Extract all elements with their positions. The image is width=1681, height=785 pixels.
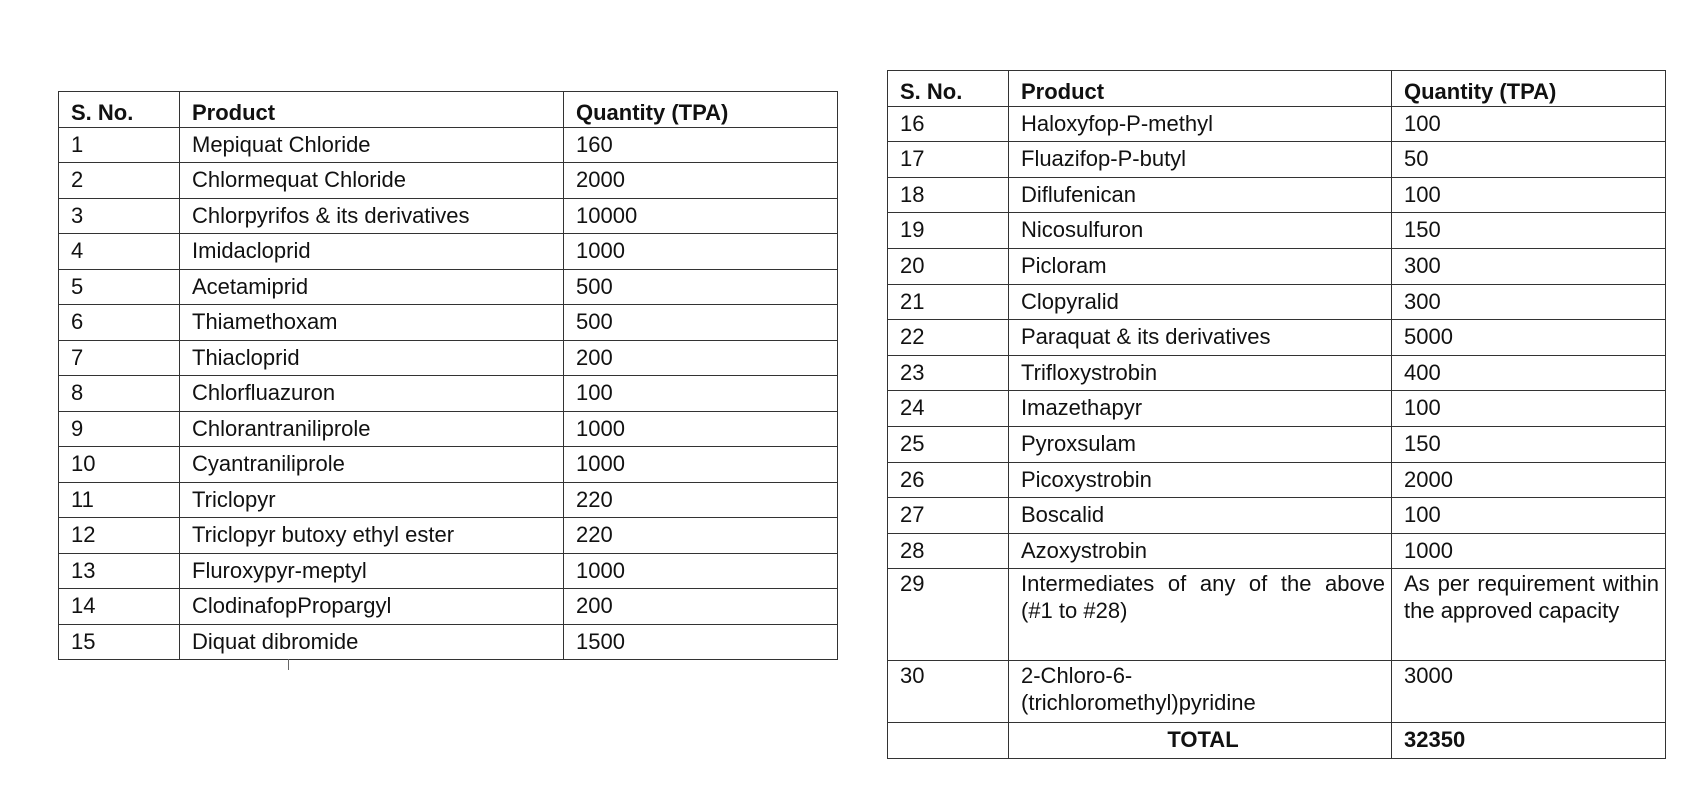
cell-sno: 5 — [59, 269, 180, 305]
cell-product: Acetamiprid — [180, 269, 564, 305]
cell-quantity: 2000 — [1392, 462, 1666, 498]
cell-product: Trifloxystrobin — [1009, 355, 1392, 391]
cell-sno: 9 — [59, 411, 180, 447]
table-body — [59, 127, 838, 660]
cell-sno: 6 — [59, 305, 180, 341]
cell-sno: 28 — [888, 533, 1009, 569]
cell-quantity: 150 — [1392, 426, 1666, 462]
cell-sno: 17 — [888, 142, 1009, 178]
table-body — [888, 106, 1666, 569]
cell-product: Boscalid — [1009, 498, 1392, 534]
cell-product: Imazethapyr — [1009, 391, 1392, 427]
cell-product: Thiamethoxam — [180, 305, 564, 341]
table-row — [888, 462, 1666, 498]
cell-quantity: 220 — [564, 482, 838, 518]
cell-product: Chlorpyrifos & its derivatives — [180, 198, 564, 234]
cell-sno: 18 — [888, 177, 1009, 213]
total-label: TOTAL — [1009, 723, 1392, 759]
cell-sno: 15 — [59, 624, 180, 660]
cell-product: Fluroxypyr-meptyl — [180, 553, 564, 589]
header-quantity: Quantity (TPA) — [564, 92, 838, 128]
cell-product: Picoxystrobin — [1009, 462, 1392, 498]
cell-product: Triclopyr butoxy ethyl ester — [180, 518, 564, 554]
cell-sno: 21 — [888, 284, 1009, 320]
header-product: Product — [1009, 71, 1392, 107]
header-quantity: Quantity (TPA) — [1392, 71, 1666, 107]
table-row — [59, 518, 838, 554]
cell-quantity: 100 — [564, 376, 838, 412]
cell-sno: 29 — [888, 569, 1009, 661]
table-row — [888, 391, 1666, 427]
cell-product-line1: 2-Chloro-6- — [1021, 663, 1133, 689]
cell-product: Haloxyfop-P-methyl — [1009, 106, 1392, 142]
table-row — [59, 340, 838, 376]
cell-sno: 12 — [59, 518, 180, 554]
cell-sno: 24 — [888, 391, 1009, 427]
table-row — [888, 426, 1666, 462]
table-row — [59, 553, 838, 589]
cell-product: Imidacloprid — [180, 234, 564, 270]
cell-product: Intermediates of any of the above (#1 to #28) — [1009, 569, 1392, 661]
table-row — [59, 447, 838, 483]
cell-quantity: 100 — [1392, 106, 1666, 142]
table-row-intermediates — [888, 569, 1666, 661]
cell-sno: 26 — [888, 462, 1009, 498]
table-row — [59, 163, 838, 199]
header-sno: S. No. — [59, 92, 180, 128]
cell-product: Picloram — [1009, 248, 1392, 284]
cell-product: Chlormequat Chloride — [180, 163, 564, 199]
table-header-row — [888, 71, 1666, 107]
cell-product: Clopyralid — [1009, 284, 1392, 320]
product-table-right — [887, 70, 1666, 759]
cell-product: Diquat dibromide — [180, 624, 564, 660]
table-row — [59, 127, 838, 163]
cell-quantity: 100 — [1392, 177, 1666, 213]
table-row — [59, 589, 838, 625]
table-row-chloro-pyridine — [888, 661, 1666, 723]
table-row — [888, 533, 1666, 569]
cell-quantity: 200 — [564, 340, 838, 376]
cell-sno: 2 — [59, 163, 180, 199]
cell-product: Cyantraniliprole — [180, 447, 564, 483]
table-row — [888, 355, 1666, 391]
cell-quantity: 50 — [1392, 142, 1666, 178]
cell-quantity: 220 — [564, 518, 838, 554]
table-row — [59, 198, 838, 234]
table-row — [59, 482, 838, 518]
cell-product: Mepiquat Chloride — [180, 127, 564, 163]
cell-sno: 25 — [888, 426, 1009, 462]
table-row — [888, 284, 1666, 320]
table-header-row — [59, 92, 838, 128]
cell-quantity: 1000 — [564, 553, 838, 589]
cell-quantity: 150 — [1392, 213, 1666, 249]
header-product: Product — [180, 92, 564, 128]
cell-sno: 14 — [59, 589, 180, 625]
cell-sno: 10 — [59, 447, 180, 483]
cell-sno: 7 — [59, 340, 180, 376]
cell-quantity: 1000 — [564, 234, 838, 270]
cell-product-line2: (trichloromethyl)pyridine — [1021, 690, 1256, 716]
product-table-left — [58, 91, 838, 660]
cell-quantity: 100 — [1392, 498, 1666, 534]
cell-quantity: 2000 — [564, 163, 838, 199]
cell-sno: 3 — [59, 198, 180, 234]
header-sno: S. No. — [888, 71, 1009, 107]
cell-product: Nicosulfuron — [1009, 213, 1392, 249]
cell-sno: 22 — [888, 320, 1009, 356]
cell-quantity: 200 — [564, 589, 838, 625]
cell-quantity: 300 — [1392, 248, 1666, 284]
cell-quantity: 160 — [564, 127, 838, 163]
table-row — [59, 269, 838, 305]
cell-product: Paraquat & its derivatives — [1009, 320, 1392, 356]
table-row — [59, 376, 838, 412]
cell-product: Triclopyr — [180, 482, 564, 518]
cell-sno: 16 — [888, 106, 1009, 142]
cell-sno: 23 — [888, 355, 1009, 391]
cell-sno: 19 — [888, 213, 1009, 249]
table-row — [888, 498, 1666, 534]
cell-sno: 13 — [59, 553, 180, 589]
cell-quantity: 5000 — [1392, 320, 1666, 356]
table-row — [59, 411, 838, 447]
cell-sno: 11 — [59, 482, 180, 518]
cell-sno: 27 — [888, 498, 1009, 534]
table-row — [888, 320, 1666, 356]
cell-product — [1009, 661, 1392, 723]
cell-quantity: As per requirement within the approved capacity — [1392, 569, 1666, 661]
cell-quantity: 400 — [1392, 355, 1666, 391]
table-row — [59, 305, 838, 341]
cell-sno: 20 — [888, 248, 1009, 284]
cell-quantity: 300 — [1392, 284, 1666, 320]
table-row — [888, 248, 1666, 284]
cell-product: Azoxystrobin — [1009, 533, 1392, 569]
cell-quantity: 3000 — [1392, 661, 1666, 723]
cell-sno: 1 — [59, 127, 180, 163]
table-row — [59, 624, 838, 660]
cell-product: Chlorantraniliprole — [180, 411, 564, 447]
cell-quantity: 1500 — [564, 624, 838, 660]
cell-quantity: 10000 — [564, 198, 838, 234]
cell-product: Pyroxsulam — [1009, 426, 1392, 462]
cell-quantity: 1000 — [1392, 533, 1666, 569]
table-row-total — [888, 723, 1666, 759]
cell-quantity: 1000 — [564, 447, 838, 483]
cell-sno-empty — [888, 723, 1009, 759]
cell-product: Thiacloprid — [180, 340, 564, 376]
cell-product: Diflufenican — [1009, 177, 1392, 213]
cell-sno: 4 — [59, 234, 180, 270]
cell-product: Chlorfluazuron — [180, 376, 564, 412]
table-row — [888, 106, 1666, 142]
cell-quantity: 100 — [1392, 391, 1666, 427]
cell-quantity: 1000 — [564, 411, 838, 447]
cell-quantity: 500 — [564, 305, 838, 341]
stray-mark — [288, 659, 292, 670]
cell-product: ClodinafopPropargyl — [180, 589, 564, 625]
table-row — [59, 234, 838, 270]
cell-sno: 8 — [59, 376, 180, 412]
table-row — [888, 177, 1666, 213]
cell-sno: 30 — [888, 661, 1009, 723]
table-row — [888, 213, 1666, 249]
table-row — [888, 142, 1666, 178]
total-value: 32350 — [1392, 723, 1666, 759]
cell-product: Fluazifop-P-butyl — [1009, 142, 1392, 178]
cell-quantity: 500 — [564, 269, 838, 305]
